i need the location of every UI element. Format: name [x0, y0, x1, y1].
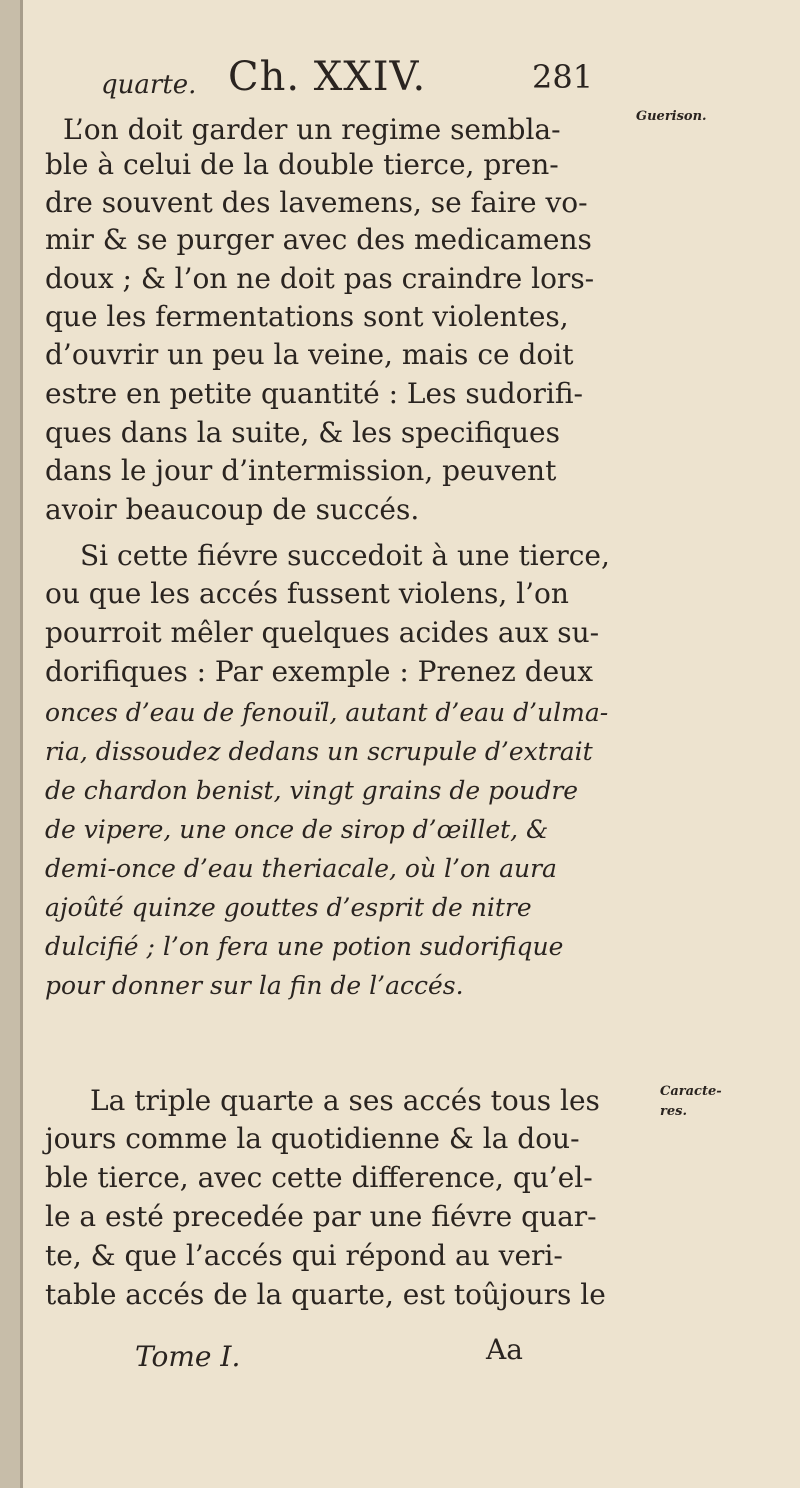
text-line: ble à celui de la double tierce, pren- [45, 148, 559, 181]
page-gutter-line [20, 0, 23, 1488]
text-line: estre en petite quantité : Les sudorifi- [45, 377, 584, 410]
text-line: de vipere, une once de sirop d’œillet, & [45, 815, 549, 844]
text-line: avoir beaucoup de succés. [45, 493, 420, 526]
text-line: onces d’eau de fenouïl, autant d’eau d’ulma- [45, 698, 609, 727]
text-line: ajoûté quinze gouttes d’esprit de nitre [45, 893, 532, 922]
text-line: L’on doit garder un regime sembla- [63, 113, 561, 146]
text-line: ria, dissoudez dedans un scrupule d’extrait [45, 737, 593, 766]
text-line: dans le jour d’intermission, peuvent [45, 454, 557, 487]
text-line: ques dans la suite, & les specifiques [45, 416, 560, 449]
text-line: pour donner sur la fin de l’accés. [45, 971, 464, 1000]
text-line: d’ouvrir un peu la veine, mais ce doit [45, 338, 574, 371]
text-line: dre souvent des lavemens, se faire vo- [45, 186, 588, 219]
text-line: te, & que l’accés qui répond au veri- [45, 1239, 563, 1272]
margin-note-guerison: Guerison. [636, 109, 707, 124]
signature-mark: Tome I. [135, 1340, 241, 1373]
text-line: que les fermentations sont violentes, [45, 300, 569, 333]
running-head: quarte. [101, 70, 197, 100]
chapter-heading: Ch. XXIV. [228, 54, 427, 100]
text-line: dulcifié ; l’on fera une potion sudorifique [45, 932, 564, 961]
text-line: mir & se purger avec des medicamens [45, 223, 592, 256]
margin-note-caracteres [660, 1082, 722, 1122]
text-line: table accés de la quarte, est toûjours le [45, 1278, 606, 1311]
text-line: jours comme la quotidienne & la dou- [45, 1122, 580, 1155]
text-line: demi-once d’eau theriacale, où l’on aura [45, 854, 557, 883]
text-line: ble tierce, avec cette difference, qu’el- [45, 1161, 593, 1194]
text-line: de chardon benist, vingt grains de poudre [45, 776, 579, 805]
margin-note-line: Caracte- [660, 1084, 722, 1099]
margin-note-line: res. [660, 1104, 687, 1119]
text-line: La triple quarte a ses accés tous les [90, 1084, 600, 1117]
text-line: Si cette fiévre succedoit à une tierce, [80, 539, 610, 572]
text-line: pourroit mêler quelques acides aux su- [45, 616, 600, 649]
quire-mark: Aa [486, 1333, 523, 1366]
text-line: dorifiques : Par exemple : Prenez deux [45, 655, 594, 688]
text-line: doux ; & l’on ne doit pas craindre lors- [45, 262, 595, 295]
text-line: ou que les accés fussent violens, l’on [45, 577, 569, 610]
text-line: le a esté precedée par une fiévre quar- [45, 1200, 597, 1233]
page-gutter-shadow [0, 0, 20, 1488]
page-number: 281 [532, 58, 594, 96]
